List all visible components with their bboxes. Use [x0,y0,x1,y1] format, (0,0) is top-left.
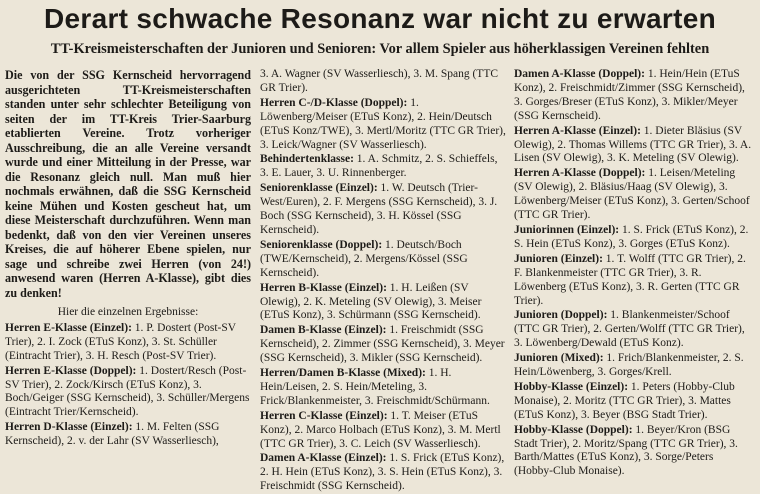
result-entry [514,125,755,167]
result-text: 1. Blankenmeister/Schoof (TTC GR Trier), 2. Gerten/Wolff (TTC GR Trier), 3. Löwenberg/Dewald (ETuS Konz). [514,309,745,350]
result-text: 1. S. Frick (ETuS Konz), 2. S. Hein (ETuS Konz), 3. Gorges (ETuS Konz). [514,223,749,250]
result-category: Junioren (Doppel): [514,309,608,322]
result-category: Damen B-Klasse (Einzel): [260,324,387,337]
result-category: Juniorinnen (Einzel): [514,223,620,236]
result-text: 1. Deutsch/Boch (TWE/Kernscheid), 2. Mergens/Kössel (SSG Kernscheid). [260,238,468,279]
result-category: Herren A-Klasse (Doppel): [514,167,646,180]
result-entry [260,182,506,238]
result-category: Hobby-Klasse (Einzel): [514,380,629,393]
result-text: 1. Frich/Blankenmeister, 2. S. Hein/Löwenberg, 3. Gorges/Krell. [514,352,744,379]
result-text: 3. A. Wagner (SV Wasserliesch), 3. M. Spang (TTC GR Trier). [260,68,499,94]
result-text: 1. Löwenberg/Meiser (ETuS Konz), 2. Hein/Deutsch (ETuS Konz/TWE), 3. Mertl/Moritz (TTC GR Trier), 3. Leick/Wagner (SV Wasserliesch). [260,96,506,151]
result-entry [514,224,755,252]
result-text: 1. Beyer/Kron (BSG Stadt Trier), 2. Moritz/Spang (TTC GR Trier), 3. Barth/Mattes (ETuS Konz), 3. Sorge/Peters (Hobby-Club Monaise). [514,423,738,478]
result-text: 1. Dieter Bläsius (SV Olewig), 2. Thomas Willems (TTC GR Trier), 3. A. Lisen (SV Olewig), 3. K. Meteling (SV Olewig). [514,124,752,165]
result-text: 1. H. Hein/Leisen, 2. S. Hein/Meteling, 3. Frick/Blankenmeister, 3. Freischmidt/Schürmann. [260,367,490,407]
result-entry [514,68,755,124]
result-text: 1. S. Frick (ETuS Konz), 2. H. Hein (ETuS Konz), 3. S. Hein (ETuS Konz), 3. Freischmidt (SSG Kernscheid). [260,452,505,493]
article-column-1 [5,68,251,463]
results-list-3 [514,68,755,479]
result-entry [514,167,755,223]
result-text: 1. Freischmidt (SSG Kernscheid), 2. Zimmer (SSG Kernscheid), 3. Meyer (SSG Kernscheid), 3. Mikler (SSG Kernscheid). [260,324,505,365]
result-entry [5,322,251,364]
headline: Derart schwache Resonanz war nicht zu erwarten [43,3,716,34]
result-category: Herren C-/D-Klasse (Doppel): [260,96,408,109]
result-text: 1. Hein/Hein (ETuS Konz), 2. Freischmidt/Zimmer (SSG Kernscheid), 3. Gorges/Breser (ETuS Konz), 3. Mikler/Meyer (SSG Kernscheid). [514,68,745,122]
results-list-2 [260,68,506,494]
result-category: Herren C-Klasse (Einzel): [260,409,388,422]
result-entry [514,253,755,309]
result-category: Herren E-Klasse (Doppel): [5,364,137,377]
result-category: Herren D-Klasse (Einzel): [5,421,133,434]
result-entry [260,68,506,96]
result-text: 1. P. Dostert (Post-SV Trier), 2. I. Zock (ETuS Konz), 3. St. Schüller (Eintracht Trier), 3. H. Resch (Post-SV Trier). [5,321,236,362]
result-text: 1. A. Schmitz, 2. S. Schieffels, 3. E. Lauer, 3. U. Rinnenberger. [260,153,498,180]
result-entry [5,421,251,449]
result-entry [260,324,506,366]
result-text: 1. M. Felten (SSG Kernscheid), 2. v. der Lahr (SV Wasserliesch), [5,421,220,448]
result-category: Herren A-Klasse (Einzel): [514,124,641,137]
result-category: Seniorenklasse (Doppel): [260,238,383,251]
result-entry [260,97,506,153]
result-category: Herren E-Klasse (Einzel): [5,321,132,334]
result-entry [260,153,506,181]
article-column-3 [514,68,755,478]
result-category: Hobby-Klasse (Doppel): [514,423,633,436]
result-text: 1. W. Deutsch (Trier-West/Euren), 2. F. Mergens (SSG Kernscheid), 3. J. Boch (SSG Kernscheid), 3. H. Kössel (SSG Kernscheid). [260,182,498,236]
result-category: Junioren (Einzel): [514,252,603,265]
result-entry [514,424,755,480]
subheadline: TT-Kreismeisterschaften der Junioren und Senioren: Vor allem Spieler aus höherklassigen Vereinen fehlten [50,41,710,57]
result-text: 1. T. Meiser (ETuS Konz), 2. Marco Holbach (ETuS Konz), 3. M. Mertl (TTC GR Trier), 3. C. Leich (SV Wasserliesch). [260,409,501,450]
result-entry [260,367,506,409]
result-entry [260,452,506,494]
result-entry [5,365,251,421]
result-category: Seniorenklasse (Einzel): [260,182,378,195]
result-entry [260,239,506,281]
result-category: Damen A-Klasse (Einzel): [260,452,387,465]
result-entry [514,352,755,380]
result-entry [260,282,506,324]
result-category: Junioren (Mixed): [514,352,604,365]
result-text: 1. H. Leißen (SV Olewig), 2. K. Meteling (SV Olewig), 3. Meiser (ETuS Konz), 3. Schürmann (SSG Kernscheid). [260,281,482,322]
result-entry [260,410,506,452]
results-caption: Hier die einzelnen Ergebnisse: [57,306,199,318]
result-category: Herren/Damen B-Klasse (Mixed): [260,367,426,380]
result-text: 1. Leisen/Meteling (SV Olewig), 2. Bläsius/Haag (SV Olewig), 3. Löwenberg/Meiser (ETuS Konz), 3. Gerten/Schoof (TTC GR Trier). [514,167,750,222]
result-entry [514,381,755,423]
lead-paragraph: Die von der SSG Kernscheid hervorragend ausgerichteten TT-Kreismeisterschaften standen unter sehr schlechter Beteiligung von seiten der im TT-Kreis Trier-Saarburg etablierten Vereine. Trotz vorheriger Ausschreibung, die an alle Vereine versandt wurde und einer Mitteilung in der Presse, war die Resonanz gleich null. Man muß hier nochmals erwähnen, daß die SSG Kernscheid keine Mühen und Kosten gescheut hat, um diese Meisterschaft durchzuführen. Wenn man bedenkt, daß von den vier Vereinen unseres Kreises, die auf höherer Ebene spielen, nur sage und schreibe zwei Herren (von 24!) anwesend waren (Herren A-Klasse), gibt dies zu denken! [5,68,251,300]
result-category: Herren B-Klasse (Einzel): [260,281,387,294]
result-text: 1. Peters (Hobby-Club Monaise), 2. Moritz (TTC GR Trier), 3. Mattes (ETuS Konz), 3. Beyer (BSG Stadt Trier). [514,380,735,421]
result-text: 1. Dostert/Resch (Post-SV Trier), 2. Zock/Kirsch (ETuS Konz), 3. Boch/Geiger (SSG Kernscheid), 3. Schüller/Mergens (Eintracht Trier/Kernscheid). [5,364,250,419]
article-column-2 [260,68,506,493]
result-category: Behindertenklasse: [260,153,354,166]
result-entry [514,309,755,351]
result-category: Damen A-Klasse (Doppel): [514,68,645,80]
results-list-1 [5,322,251,449]
result-text: 1. T. Wolff (TTC GR Trier), 2. F. Blankenmeister (TTC GR Trier), 3. R. Löwenberg (ETuS Konz), 3. R. Gerten (TTC GR Trier). [514,252,746,307]
